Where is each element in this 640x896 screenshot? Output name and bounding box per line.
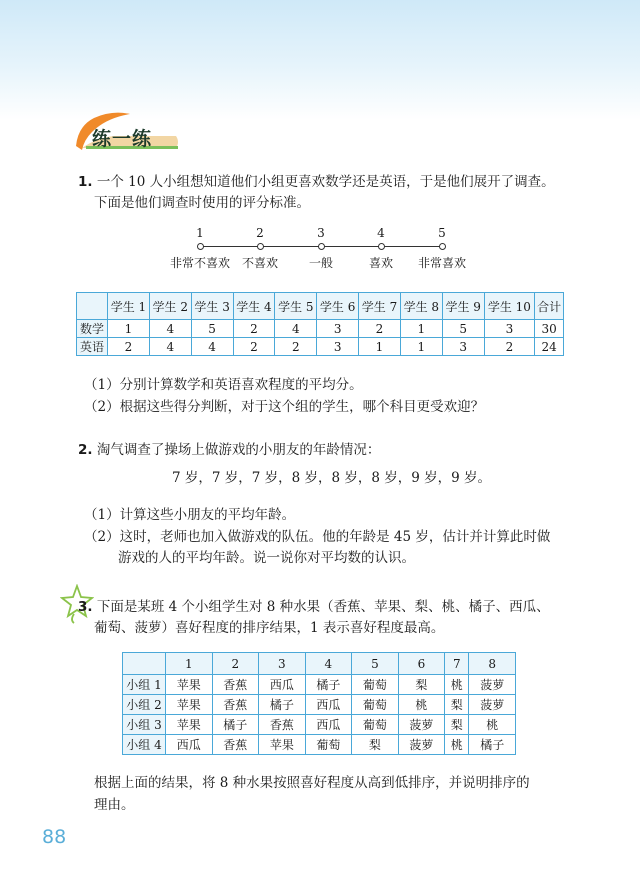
scale-label: 非常不喜欢 [169, 256, 231, 270]
table-header-cell: 学生 9 [442, 293, 484, 320]
table-cell: 4 [275, 320, 317, 338]
table-cell: 5 [442, 320, 484, 338]
question-3-line-1: 3. 下面是某班 4 个小组学生对 8 种水果（香蕉、苹果、梨、桃、橘子、西瓜、 [78, 599, 550, 615]
table-cell: 橘子 [305, 675, 352, 695]
table-cell: 2 [484, 338, 535, 356]
scale-value: 5 [438, 226, 446, 240]
table-cell: 小组 1 [123, 675, 166, 695]
table-cell: 香蕉 [259, 715, 306, 735]
table-cell: 3 [317, 320, 359, 338]
header-band [0, 0, 640, 120]
table-cell: 香蕉 [212, 675, 259, 695]
table-cell: 24 [535, 338, 564, 356]
table-cell: 3 [442, 338, 484, 356]
question-2-sub-2-line-2: 游戏的人的平均年龄。说一说你对平均数的认识。 [118, 550, 415, 566]
scale-point [439, 243, 446, 250]
table-header-cell: 学生 3 [191, 293, 233, 320]
table-header-cell: 6 [398, 653, 445, 675]
table-row [123, 675, 516, 695]
table-header-cell: 学生 7 [359, 293, 401, 320]
table-header-cell: 4 [305, 653, 352, 675]
table-cell: 英语 [77, 338, 108, 356]
fruit-ranking-table [122, 652, 516, 755]
table-header-cell [123, 653, 166, 675]
table-header-cell: 学生 6 [317, 293, 359, 320]
table-cell: 桃 [445, 735, 469, 755]
table-header-cell: 7 [445, 653, 469, 675]
table-row [123, 715, 516, 735]
question-2-ages: 7 岁，7 岁，7 岁，8 岁，8 岁，8 岁，9 岁，9 岁。 [172, 470, 492, 486]
table-header-cell: 3 [259, 653, 306, 675]
scale-value: 2 [256, 226, 264, 240]
question-1-sub-1: （1）分别计算数学和英语喜欢程度的平均分。 [84, 377, 363, 393]
table-cell: 3 [317, 338, 359, 356]
scale-label: 非常喜欢 [417, 256, 467, 270]
table-cell: 苹果 [166, 695, 213, 715]
scale-point [197, 243, 204, 250]
table-cell: 小组 4 [123, 735, 166, 755]
table-cell: 梨 [398, 675, 445, 695]
table-header-cell: 学生 10 [484, 293, 535, 320]
table-cell: 小组 2 [123, 695, 166, 715]
page-number: 88 [42, 826, 67, 848]
table-cell: 梨 [445, 695, 469, 715]
table-cell: 菠萝 [469, 695, 516, 715]
scale-point [378, 243, 385, 250]
table-cell: 葡萄 [352, 695, 399, 715]
table-header-cell: 学生 2 [149, 293, 191, 320]
table-cell: 桃 [398, 695, 445, 715]
rating-scale [170, 228, 470, 272]
table-header-cell: 学生 4 [233, 293, 275, 320]
table-cell: 1 [359, 338, 401, 356]
table-header-cell: 5 [352, 653, 399, 675]
scale-point [257, 243, 264, 250]
scale-value: 1 [196, 226, 204, 240]
score-table [76, 292, 564, 356]
table-cell: 西瓜 [166, 735, 213, 755]
table-cell: 香蕉 [212, 695, 259, 715]
scale-label: 不喜欢 [241, 256, 279, 270]
question-2-sub-2-line-1: （2）这时，老师也加入做游戏的队伍。他的年龄是 45 岁，估计并计算此时做 [84, 529, 551, 545]
table-cell: 西瓜 [259, 675, 306, 695]
table-header-cell: 8 [469, 653, 516, 675]
scale-point [318, 243, 325, 250]
question-1-line-1: 1. 一个 10 人小组想知道他们小组更喜欢数学还是英语，于是他们展开了调查。 [78, 174, 555, 190]
table-cell: 4 [191, 338, 233, 356]
scale-label: 一般 [308, 256, 334, 270]
table-cell: 菠萝 [469, 675, 516, 695]
table-cell: 桃 [445, 675, 469, 695]
question-3-line-2: 葡萄、菠萝）喜好程度的排序结果，1 表示喜好程度最高。 [94, 620, 445, 636]
table-header-cell: 学生 8 [400, 293, 442, 320]
table-cell: 桃 [469, 715, 516, 735]
question-3-line-3: 根据上面的结果，将 8 种水果按照喜好程度从高到低排序，并说明排序的 [94, 775, 530, 791]
table-cell: 2 [108, 338, 150, 356]
table-cell: 小组 3 [123, 715, 166, 735]
table-cell: 菠萝 [398, 715, 445, 735]
table-cell: 1 [400, 320, 442, 338]
table-cell: 2 [233, 320, 275, 338]
table-cell: 5 [191, 320, 233, 338]
table-cell: 橘子 [259, 695, 306, 715]
table-cell: 苹果 [259, 735, 306, 755]
table-header-cell: 1 [166, 653, 213, 675]
table-cell: 数学 [77, 320, 108, 338]
table-cell: 香蕉 [212, 735, 259, 755]
table-cell: 苹果 [166, 715, 213, 735]
table-cell: 橘子 [212, 715, 259, 735]
table-header-row [77, 293, 564, 320]
table-cell: 1 [400, 338, 442, 356]
question-2-sub-1: （1）计算这些小朋友的平均年龄。 [84, 507, 296, 523]
table-cell: 葡萄 [352, 715, 399, 735]
table-header-row [123, 653, 516, 675]
scale-value: 3 [317, 226, 325, 240]
scale-value: 4 [377, 226, 385, 240]
table-cell: 1 [108, 320, 150, 338]
table-header-cell: 合计 [535, 293, 564, 320]
table-header-cell: 2 [212, 653, 259, 675]
table-header-cell [77, 293, 108, 320]
table-row [77, 320, 564, 338]
table-cell: 葡萄 [305, 735, 352, 755]
question-2-line-1: 2. 淘气调查了操场上做游戏的小朋友的年龄情况： [78, 442, 381, 458]
table-cell: 西瓜 [305, 695, 352, 715]
scale-label: 喜欢 [368, 256, 394, 270]
table-header-cell: 学生 5 [275, 293, 317, 320]
question-1-sub-2: （2）根据这些得分判断，对于这个组的学生，哪个科目更受欢迎？ [84, 399, 485, 415]
table-row [123, 735, 516, 755]
table-cell: 梨 [352, 735, 399, 755]
table-cell: 苹果 [166, 675, 213, 695]
section-title: 练一练 [92, 128, 153, 150]
table-cell: 4 [149, 338, 191, 356]
question-1-line-2: 下面是他们调查时使用的评分标准。 [94, 195, 310, 211]
table-cell: 2 [233, 338, 275, 356]
table-cell: 4 [149, 320, 191, 338]
table-cell: 葡萄 [352, 675, 399, 695]
table-cell: 3 [484, 320, 535, 338]
table-cell: 橘子 [469, 735, 516, 755]
question-3-line-4: 理由。 [94, 797, 135, 813]
table-cell: 30 [535, 320, 564, 338]
table-cell: 梨 [445, 715, 469, 735]
table-row [123, 695, 516, 715]
table-header-cell: 学生 1 [108, 293, 150, 320]
table-cell: 2 [359, 320, 401, 338]
table-cell: 西瓜 [305, 715, 352, 735]
table-row [77, 338, 564, 356]
table-cell: 菠萝 [398, 735, 445, 755]
table-cell: 2 [275, 338, 317, 356]
